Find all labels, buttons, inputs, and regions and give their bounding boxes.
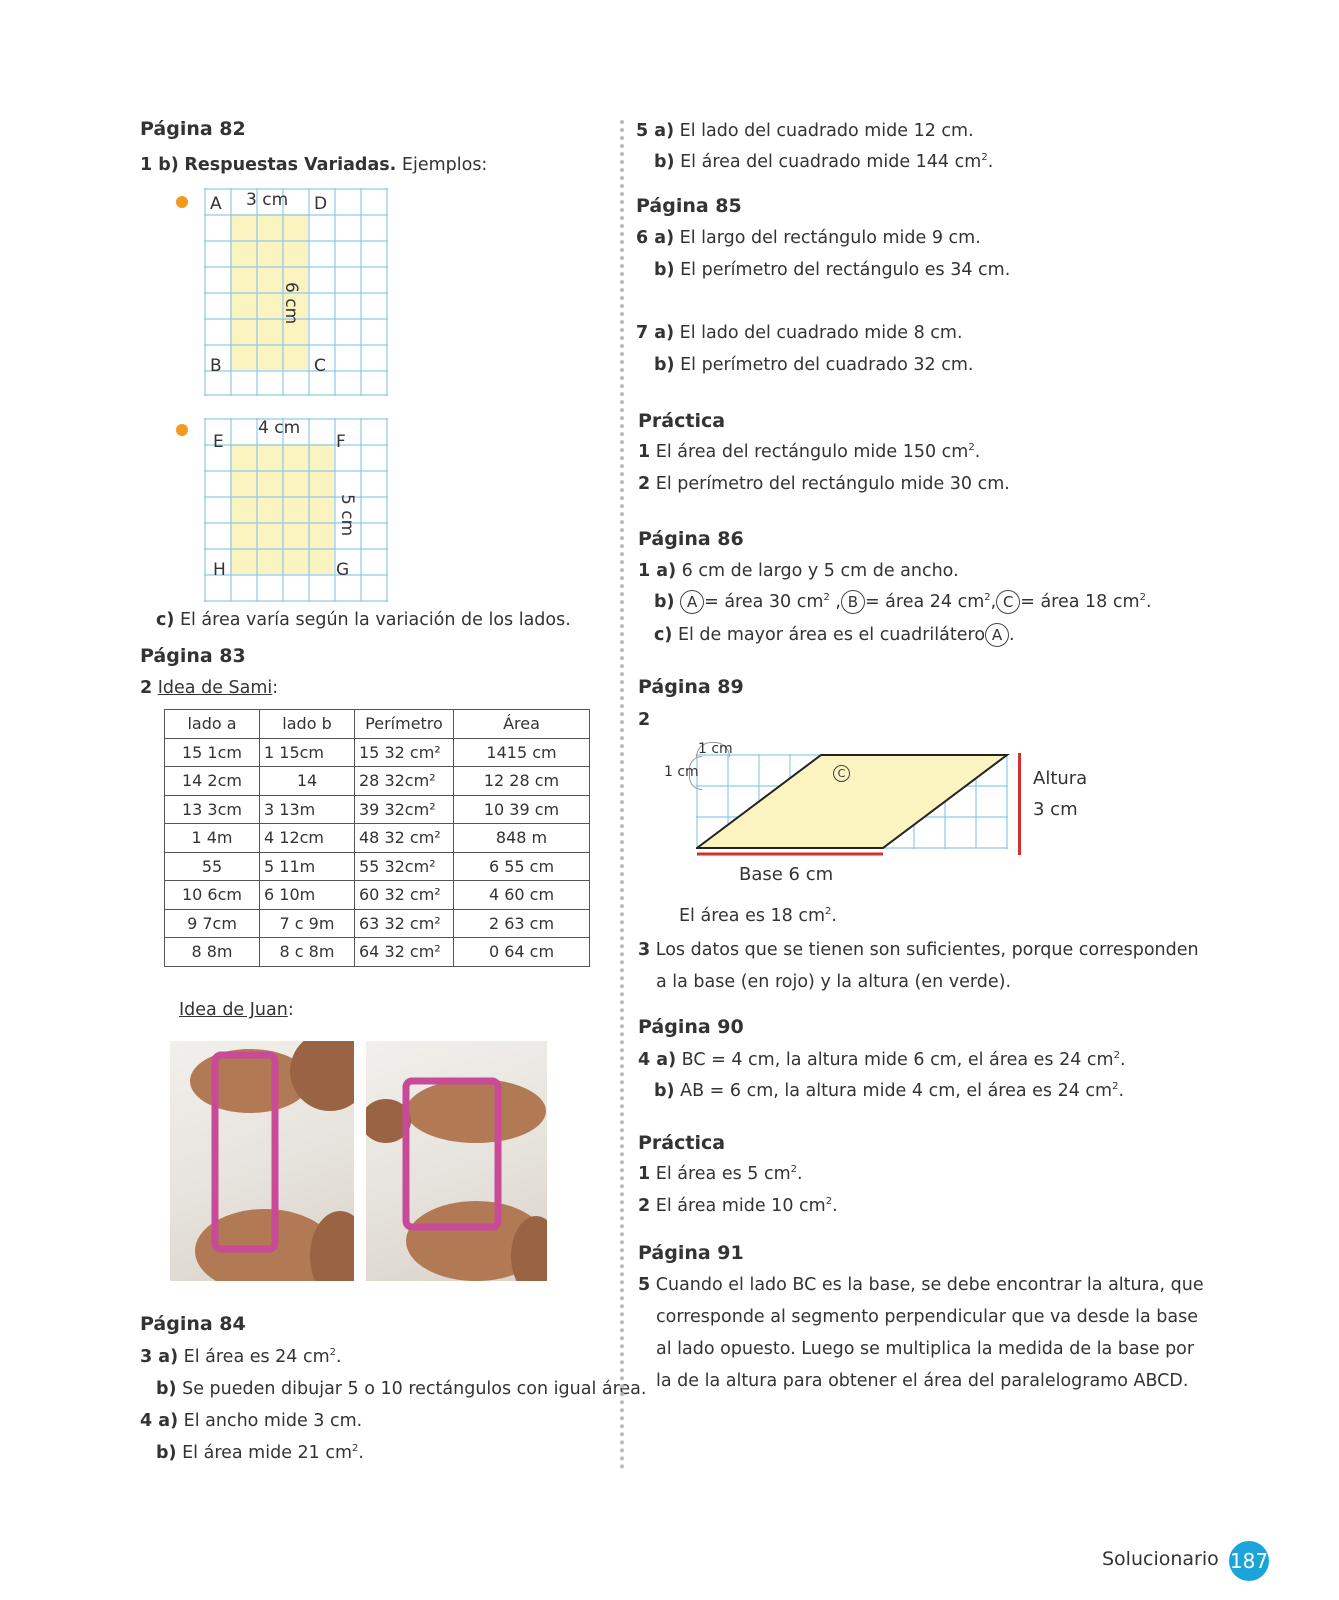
- q90-4a-line: 4 a) BC = 4 cm, la altura mide 6 cm, el área es 24 $cm^2$.: [638, 1050, 1126, 1070]
- figure-c-circle: C: [996, 590, 1020, 614]
- q6a-number: 6 a): [636, 228, 675, 248]
- q91-5-line1: [638, 1275, 1204, 1295]
- q89-3-line1: [638, 940, 1199, 960]
- table-cell: 9 7cm: [165, 909, 260, 938]
- q90-4b-text: AB = 6 cm, la altura mide 4 cm, el área es 24 cm: [680, 1081, 1113, 1101]
- idea-juan-label: Idea de Juan: [179, 1000, 288, 1020]
- q91-5-text-3: al lado opuesto. Luego se multiplica la medida de la base por: [656, 1339, 1195, 1359]
- idea-juan-line: Idea de Juan:: [179, 1000, 294, 1020]
- table-cell: 14 2cm: [165, 767, 260, 796]
- practica90-1-text: El área es 5 cm: [655, 1164, 791, 1184]
- practica90-2-line: 2 El área mide 10 $cm^2$.: [638, 1196, 838, 1216]
- page-89-title: Página 89: [638, 676, 744, 698]
- footer-label: Solucionario: [1102, 1548, 1219, 1570]
- practica-1-number: 1: [638, 442, 651, 462]
- base-label: Base 6 cm: [739, 864, 834, 885]
- q4a-number: 4 a): [140, 1411, 179, 1431]
- q7a-line: [636, 323, 963, 343]
- q86-1c-text: El de mayor área es el cuadrilátero: [677, 625, 986, 645]
- hands-string-photo-2: [366, 1041, 547, 1281]
- q4a-line: [140, 1411, 362, 1431]
- practica-2-line: [638, 474, 1010, 494]
- table-cell: 14: [260, 767, 355, 796]
- q3b-number: b): [156, 1379, 177, 1399]
- practica-1-line: 1 El área del rectángulo mide 150 $cm^2$.: [638, 442, 981, 462]
- table-cell: 13 3cm: [165, 795, 260, 824]
- q91-5-text-4: la de la altura para obtener el área del paralelogramo ABCD.: [656, 1371, 1189, 1391]
- q86-1b-number: b): [654, 592, 675, 612]
- vertex-c-label: C: [314, 356, 326, 376]
- table-row: [165, 852, 590, 881]
- table-cell: 4 60 cm: [454, 881, 590, 910]
- q86-1a-line: [638, 561, 959, 581]
- altura-value: 3 cm: [1033, 799, 1078, 820]
- q3a-number: 3 a): [140, 1347, 179, 1367]
- q89-3-number: 3: [638, 940, 651, 960]
- q3a-text: El área es 24 cm: [183, 1347, 330, 1367]
- q3a-line: 3 a) El área es 24 $cm^2$.: [140, 1347, 342, 1367]
- q90-4a-number: 4 a): [638, 1050, 677, 1070]
- q7a-number: 7 a): [636, 323, 675, 343]
- q5b-line: b) El área del cuadrado mide 144 $cm^2$.: [654, 152, 994, 172]
- area-18-text: El área es 18 cm: [679, 906, 826, 926]
- table-cell: 6 10m: [260, 881, 355, 910]
- table-cell: 3 13m: [260, 795, 355, 824]
- q86-1b-line: b) A = área 30 $cm^2$ , B = área 24 $cm^2$, C = área 18 $cm^2$.: [654, 592, 1152, 612]
- table-cell: 1 4m: [165, 824, 260, 853]
- header-lado-a: lado a: [165, 710, 260, 739]
- q1-bold-text: Respuestas Variadas.: [184, 155, 397, 175]
- q86-1c-line: c) El de mayor área es el cuadrilátero A .: [654, 625, 1015, 645]
- practica90-2-number: 2: [638, 1196, 651, 1216]
- area-b-text: = área 24 cm: [864, 592, 985, 612]
- q86-1a-text: 6 cm de largo y 5 cm de ancho.: [681, 561, 959, 581]
- q89-3-text-2: a la base (en rojo) y la altura (en verde).: [656, 972, 1012, 992]
- hands-string-photo-1: [170, 1041, 354, 1281]
- table-cell: 848 m: [454, 824, 590, 853]
- table-row: [165, 938, 590, 967]
- table-row: [165, 738, 590, 767]
- q1-line: [140, 155, 487, 175]
- vertex-a-label: A: [210, 194, 222, 214]
- table-cell: 0 64 cm: [454, 938, 590, 967]
- altura-label: Altura: [1033, 768, 1088, 789]
- width-3cm-label: 3 cm: [246, 190, 289, 210]
- parallelogram-diagram: [696, 754, 1010, 858]
- hands-string-illustration: [170, 1041, 354, 1281]
- page-82-title: Página 82: [140, 118, 246, 140]
- practica-title-90: Práctica: [638, 1132, 726, 1154]
- practica-2-number: 2: [638, 474, 651, 494]
- table-row: [165, 795, 590, 824]
- vertex-h-label: H: [213, 560, 226, 580]
- q3b-text: Se pueden dibujar 5 o 10 rectángulos con igual área.: [182, 1379, 647, 1399]
- q5a-number: 5 a): [636, 121, 675, 141]
- table-cell: 2 63 cm: [454, 909, 590, 938]
- q4a-text: El ancho mide 3 cm.: [183, 1411, 363, 1431]
- header-lado-b: lado b: [260, 710, 355, 739]
- vertex-d-label: D: [314, 194, 328, 214]
- one-cm-top-label: 1 cm: [698, 741, 733, 757]
- table-cell: 63 32 cm²: [355, 909, 454, 938]
- table-cell: 7 c 9m: [260, 909, 355, 938]
- practica-1-text: El área del rectángulo mide 150 cm: [655, 442, 969, 462]
- page-90-title: Página 90: [638, 1016, 744, 1038]
- figure-c-mark: C: [833, 765, 850, 782]
- q3b-line: [156, 1379, 646, 1399]
- table-cell: 64 32 cm²: [355, 938, 454, 967]
- q1c-number: c): [156, 610, 175, 630]
- q7a-text: El lado del cuadrado mide 8 cm.: [679, 323, 963, 343]
- q90-4b-number: b): [654, 1081, 675, 1101]
- height-red-line: [1018, 753, 1021, 855]
- table-cell: 4 12cm: [260, 824, 355, 853]
- q5b-number: b): [654, 152, 675, 172]
- figure-b-circle: B: [841, 590, 865, 614]
- practica-title-85: Práctica: [638, 410, 726, 432]
- hands-string-illustration: [366, 1041, 547, 1281]
- width-4cm-label: 4 cm: [258, 418, 301, 438]
- table-cell: 8 c 8m: [260, 938, 355, 967]
- table-cell: 6 55 cm: [454, 852, 590, 881]
- table-cell: 12 28 cm: [454, 767, 590, 796]
- q7b-text: El perímetro del cuadrado 32 cm.: [680, 355, 974, 375]
- q89-number: 2: [638, 710, 651, 730]
- vertex-b-label: B: [210, 356, 222, 376]
- q4b-number: b): [156, 1443, 177, 1463]
- table-cell: 1415 cm: [454, 738, 590, 767]
- practica-2-text: El perímetro del rectángulo mide 30 cm.: [655, 474, 1010, 494]
- page-number-badge: 187: [1229, 1541, 1269, 1581]
- figure-a-circle: A: [985, 623, 1009, 647]
- table-cell: 15 32 cm²: [355, 738, 454, 767]
- vertex-f-label: F: [336, 432, 346, 452]
- table-cell: 60 32 cm²: [355, 881, 454, 910]
- q1-rest-text: Ejemplos:: [401, 155, 488, 175]
- page-83-title: Página 83: [140, 645, 246, 667]
- table-cell: 10 6cm: [165, 881, 260, 910]
- q2-line: 2 Idea de Sami:: [140, 678, 279, 698]
- table-cell: 28 32cm²: [355, 767, 454, 796]
- q7b-number: b): [654, 355, 675, 375]
- area-a-text: = área 30 cm: [704, 592, 824, 612]
- header-perimetro: Perímetro: [355, 710, 454, 739]
- q1c-text: El área varía según la variación de los lados.: [179, 610, 571, 630]
- table-cell: 55: [165, 852, 260, 881]
- q91-5-number: 5: [638, 1275, 651, 1295]
- page-85-title: Página 85: [636, 195, 742, 217]
- table-row: [165, 881, 590, 910]
- header-area: Área: [454, 710, 590, 739]
- practica90-1-line: 1 El área es 5 $cm^2$.: [638, 1164, 803, 1184]
- idea-sami-label: Idea de Sami: [157, 678, 273, 698]
- page-91-title: Página 91: [638, 1242, 744, 1264]
- q6a-text: El largo del rectángulo mide 9 cm.: [679, 228, 981, 248]
- q5a-text: El lado del cuadrado mide 12 cm.: [679, 121, 974, 141]
- q5b-text: El área del cuadrado mide 144 cm: [680, 152, 982, 172]
- table-cell: 5 11m: [260, 852, 355, 881]
- q2-number: 2: [140, 678, 153, 698]
- height-6cm-label: 6 cm: [281, 282, 301, 325]
- height-5cm-label: 5 cm: [337, 494, 357, 537]
- area-18-line: El área es 18 $cm^2$.: [679, 906, 837, 926]
- q5a-line: [636, 121, 974, 141]
- q86-1c-number: c): [654, 625, 673, 645]
- vertex-g-label: G: [336, 560, 350, 580]
- table-cell: 55 32cm²: [355, 852, 454, 881]
- q90-4b-line: b) AB = 6 cm, la altura mide 4 cm, el área es 24 $cm^2$.: [654, 1081, 1125, 1101]
- q90-4a-text: BC = 4 cm, la altura mide 6 cm, el área es 24 cm: [681, 1050, 1114, 1070]
- q1-number: 1 b): [140, 155, 179, 175]
- page-86-title: Página 86: [638, 528, 744, 550]
- q6b-number: b): [654, 260, 675, 280]
- table-cell: 1 15cm: [260, 738, 355, 767]
- vertex-e-label: E: [213, 432, 224, 452]
- table-row: [165, 909, 590, 938]
- q6b-line: [654, 260, 1010, 280]
- rectangle-efgh-figure: [204, 418, 388, 602]
- page-84-title: Página 84: [140, 1313, 246, 1335]
- practica90-1-number: 1: [638, 1164, 651, 1184]
- table-header-row: [165, 710, 590, 739]
- q91-5-text-1: Cuando el lado BC es la base, se debe encontrar la altura, que: [655, 1275, 1204, 1295]
- area-c-text: = área 18 cm: [1020, 592, 1140, 612]
- q89-3-text-1: Los datos que se tienen son suficientes, porque corresponden: [655, 940, 1199, 960]
- q4b-text: El área mide 21 cm: [182, 1443, 353, 1463]
- q1c-line: [156, 610, 571, 630]
- figure-a-circle: A: [680, 590, 704, 614]
- one-cm-left-label: 1 cm: [664, 764, 699, 780]
- table-cell: 15 1cm: [165, 738, 260, 767]
- table-cell: 48 32 cm²: [355, 824, 454, 853]
- q6a-line: [636, 228, 981, 248]
- table-cell: 8 8m: [165, 938, 260, 967]
- table-cell: 39 32cm²: [355, 795, 454, 824]
- column-divider: [620, 120, 624, 1470]
- bullet-dot: [176, 424, 188, 436]
- q4b-line: b) El área mide 21 $cm^2$.: [156, 1443, 364, 1463]
- q7b-line: [654, 355, 973, 375]
- table-row: [165, 767, 590, 796]
- q86-1a-number: 1 a): [638, 561, 677, 581]
- sami-table: [164, 709, 590, 967]
- q6b-text: El perímetro del rectángulo es 34 cm.: [680, 260, 1011, 280]
- bullet-dot: [176, 196, 188, 208]
- q91-5-text-2: corresponde al segmento perpendicular que va desde la base: [656, 1307, 1198, 1327]
- practica90-2-text: El área mide 10 cm: [655, 1196, 826, 1216]
- table-row: [165, 824, 590, 853]
- table-cell: 10 39 cm: [454, 795, 590, 824]
